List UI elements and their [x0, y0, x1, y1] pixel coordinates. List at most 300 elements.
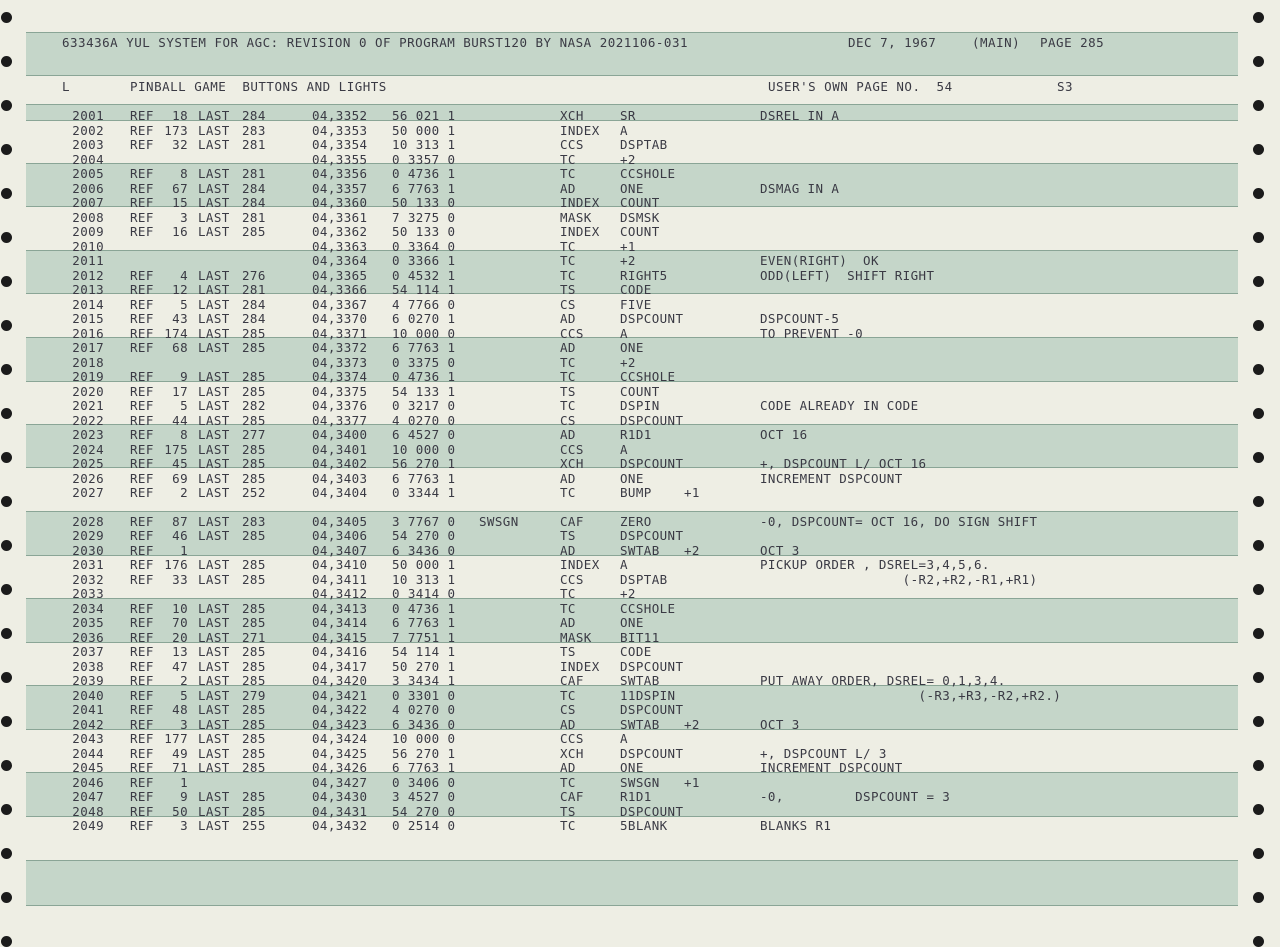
last-page: 285: [242, 760, 266, 775]
line-number: 2035: [72, 615, 104, 630]
listing-row: [0, 124, 1280, 139]
operand: +1: [620, 238, 636, 254]
ref-keyword: REF: [130, 137, 154, 152]
operand: DSPCOUNT: [620, 456, 684, 471]
comment: DSREL IN A: [760, 108, 840, 123]
octal-code: 3 4527 0: [392, 789, 456, 804]
opcode: CAF: [560, 673, 584, 688]
ref-keyword: REF: [130, 615, 154, 630]
ref-count: 8: [180, 427, 188, 442]
last-keyword: LAST: [198, 600, 230, 616]
ref-count: 9: [180, 789, 188, 804]
octal-code: 54 270 0: [392, 528, 456, 543]
address: 04,3415: [312, 629, 368, 645]
line-number: 2037: [72, 644, 104, 659]
last-keyword: LAST: [198, 803, 230, 819]
opcode: CS: [560, 296, 576, 312]
octal-code: 54 270 0: [392, 803, 456, 819]
operand: A: [620, 557, 628, 572]
last-keyword: LAST: [198, 412, 230, 428]
comment: ODD(LEFT) SHIFT RIGHT: [760, 267, 935, 283]
last-page: 285: [242, 658, 266, 674]
last-keyword: LAST: [198, 789, 230, 804]
ref-count: 173: [164, 122, 188, 138]
last-keyword: LAST: [198, 441, 230, 457]
last-keyword: LAST: [198, 513, 230, 529]
feed-hole: [1253, 56, 1264, 67]
line-number: 2013: [72, 282, 104, 297]
section-name: (MAIN): [972, 35, 1021, 50]
ref-count: 33: [172, 571, 188, 587]
address: 04,3357: [312, 180, 368, 196]
comment: BLANKS R1: [760, 818, 832, 833]
ref-keyword: REF: [130, 745, 154, 761]
ref-count: 50: [172, 803, 188, 819]
ref-keyword: REF: [130, 485, 154, 500]
line-number: 2023: [72, 427, 104, 442]
last-keyword: LAST: [198, 528, 230, 543]
octal-code: 7 3275 0: [392, 209, 456, 225]
listing-row: [0, 399, 1280, 414]
ref-keyword: REF: [130, 600, 154, 616]
operand: COUNT: [620, 383, 660, 399]
opcode: CCS: [560, 571, 584, 587]
operand-modifier: +1: [684, 485, 700, 500]
address: 04,3373: [312, 354, 368, 370]
last-keyword: LAST: [198, 209, 230, 225]
last-page: 252: [242, 485, 266, 500]
last-page: 283: [242, 513, 266, 529]
ref-keyword: REF: [130, 629, 154, 645]
last-keyword: LAST: [198, 427, 230, 442]
last-keyword: LAST: [198, 687, 230, 703]
last-keyword: LAST: [198, 745, 230, 761]
octal-code: 50 000 1: [392, 557, 456, 572]
line-number: 2021: [72, 398, 104, 413]
operand: RIGHT5: [620, 267, 668, 283]
last-page: 285: [242, 600, 266, 616]
opcode: CCS: [560, 441, 584, 457]
address: 04,3356: [312, 166, 368, 181]
feed-hole: [1253, 848, 1264, 859]
address: 04,3423: [312, 716, 368, 732]
octal-code: 6 7763 1: [392, 615, 456, 630]
ref-keyword: REF: [130, 282, 154, 297]
octal-code: 54 133 1: [392, 383, 456, 399]
address: 04,3365: [312, 267, 368, 283]
address: 04,3361: [312, 209, 368, 225]
listing-row: [0, 790, 1280, 805]
comment: PICKUP ORDER , DSREL=3,4,5,6.: [760, 557, 990, 572]
line-number: 2010: [72, 238, 104, 254]
page-number: PAGE 285: [1040, 35, 1105, 50]
last-page: 281: [242, 166, 266, 181]
listing-row: [0, 544, 1280, 559]
octal-code: 0 4736 1: [392, 166, 456, 181]
listing-row: [0, 747, 1280, 762]
operand: R1D1: [620, 789, 652, 804]
comment: INCREMENT DSPCOUNT: [760, 470, 903, 486]
comment: -0, DSPCOUNT= OCT 16, DO SIGN SHIFT: [760, 513, 1038, 529]
octal-code: 4 0270 0: [392, 702, 456, 717]
listing-row: [0, 153, 1280, 168]
address: 04,3410: [312, 557, 368, 572]
listing-row: [0, 529, 1280, 544]
line-number: 2002: [72, 122, 104, 138]
ref-count: 16: [172, 224, 188, 239]
listing-row: [0, 240, 1280, 255]
address: 04,3402: [312, 456, 368, 471]
greenbar-band: [26, 860, 1238, 905]
octal-code: 10 313 1: [392, 137, 456, 152]
last-keyword: LAST: [198, 673, 230, 688]
address: 04,3412: [312, 586, 368, 601]
address: 04,3421: [312, 687, 368, 703]
feed-hole: [1253, 12, 1264, 23]
listing-row: [0, 370, 1280, 385]
ref-count: 10: [172, 600, 188, 616]
listing-row: [0, 689, 1280, 704]
opcode: XCH: [560, 745, 584, 761]
octal-code: 50 133 0: [392, 195, 456, 210]
ref-keyword: REF: [130, 398, 154, 413]
last-page: 285: [242, 615, 266, 630]
last-keyword: LAST: [198, 702, 230, 717]
ref-keyword: REF: [130, 180, 154, 196]
octal-code: 0 3217 0: [392, 398, 456, 413]
listing-row: [0, 703, 1280, 718]
listing-row: [0, 674, 1280, 689]
opcode: TS: [560, 528, 576, 543]
last-page: 281: [242, 137, 266, 152]
feed-hole: [1, 12, 12, 23]
octal-code: 10 313 1: [392, 571, 456, 587]
feed-hole: [1253, 936, 1264, 947]
ref-count: 2: [180, 673, 188, 688]
listing-row: [0, 327, 1280, 342]
ref-count: 49: [172, 745, 188, 761]
ref-keyword: REF: [130, 571, 154, 587]
greenbar-rule: [26, 104, 1238, 105]
ref-keyword: REF: [130, 108, 154, 123]
line-number: 2045: [72, 760, 104, 775]
address: 04,3407: [312, 542, 368, 558]
opcode: CAF: [560, 789, 584, 804]
octal-code: 0 2514 0: [392, 818, 456, 833]
octal-code: 50 270 1: [392, 658, 456, 674]
ref-count: 46: [172, 528, 188, 543]
ref-count: 5: [180, 296, 188, 312]
octal-code: 0 3344 1: [392, 485, 456, 500]
opcode: TC: [560, 151, 576, 167]
address: 04,3404: [312, 485, 368, 500]
opcode: CCS: [560, 325, 584, 341]
ref-count: 9: [180, 369, 188, 384]
line-number: 2004: [72, 151, 104, 167]
line-number: 2012: [72, 267, 104, 283]
operand: SWSGN: [620, 774, 660, 790]
last-keyword: LAST: [198, 108, 230, 123]
address: 04,3406: [312, 528, 368, 543]
last-keyword: LAST: [198, 485, 230, 500]
opcode: INDEX: [560, 195, 600, 210]
address: 04,3352: [312, 108, 368, 123]
feed-hole: [1253, 892, 1264, 903]
last-keyword: LAST: [198, 644, 230, 659]
line-number: 2047: [72, 789, 104, 804]
listing-row: [0, 414, 1280, 429]
listing-row: [0, 254, 1280, 269]
opcode: CAF: [560, 513, 584, 529]
listing-row: [0, 138, 1280, 153]
operand: DSPCOUNT: [620, 745, 684, 761]
last-keyword: LAST: [198, 282, 230, 297]
last-page: 283: [242, 122, 266, 138]
opcode: TS: [560, 383, 576, 399]
greenbar-rule: [26, 511, 1238, 512]
greenbar-rule: [26, 32, 1238, 33]
operand: A: [620, 441, 628, 457]
ref-count: 87: [172, 513, 188, 529]
last-keyword: LAST: [198, 224, 230, 239]
comment: DSPCOUNT-5: [760, 311, 840, 326]
ref-keyword: REF: [130, 427, 154, 442]
listing-row: [0, 631, 1280, 646]
operand: DSPTAB: [620, 571, 668, 587]
operand: DSPCOUNT: [620, 702, 684, 717]
address: 04,3420: [312, 673, 368, 688]
octal-code: 6 4527 0: [392, 427, 456, 442]
line-number: 2008: [72, 209, 104, 225]
listing-row: [0, 341, 1280, 356]
octal-code: 6 7763 1: [392, 760, 456, 775]
comment: -0, DSPCOUNT = 3: [760, 789, 951, 804]
opcode: TC: [560, 253, 576, 268]
line-number: 2049: [72, 818, 104, 833]
line-number: 2005: [72, 166, 104, 181]
operand: +2: [620, 586, 636, 601]
ref-count: 15: [172, 195, 188, 210]
opcode: TC: [560, 818, 576, 833]
line-number: 2006: [72, 180, 104, 196]
operand: ONE: [620, 760, 644, 775]
ref-keyword: REF: [130, 267, 154, 283]
address: 04,3405: [312, 513, 368, 529]
octal-code: 0 4736 1: [392, 600, 456, 616]
line-number: 2040: [72, 687, 104, 703]
octal-code: 0 3357 0: [392, 151, 456, 167]
ref-keyword: REF: [130, 644, 154, 659]
operand: ONE: [620, 470, 644, 486]
listing-row: [0, 587, 1280, 602]
ref-keyword: REF: [130, 195, 154, 210]
last-keyword: LAST: [198, 658, 230, 674]
last-keyword: LAST: [198, 615, 230, 630]
last-page: 285: [242, 224, 266, 239]
address: 04,3375: [312, 383, 368, 399]
last-page: 285: [242, 731, 266, 746]
last-page: 277: [242, 427, 266, 442]
line-number: 2020: [72, 383, 104, 399]
listing-row: [0, 225, 1280, 240]
ref-count: 44: [172, 412, 188, 428]
ref-count: 1: [180, 774, 188, 790]
address: 04,3354: [312, 137, 368, 152]
octal-code: 0 4532 1: [392, 267, 456, 283]
operand: SWTAB: [620, 542, 660, 558]
ref-keyword: REF: [130, 456, 154, 471]
comment: (-R2,+R2,-R1,+R1): [760, 571, 1038, 587]
ref-keyword: REF: [130, 673, 154, 688]
ref-count: 13: [172, 644, 188, 659]
ref-keyword: REF: [130, 774, 154, 790]
last-keyword: LAST: [198, 296, 230, 312]
address: 04,3403: [312, 470, 368, 486]
listing-row: [0, 428, 1280, 443]
last-page: 285: [242, 745, 266, 761]
ref-keyword: REF: [130, 557, 154, 572]
operand: ONE: [620, 615, 644, 630]
last-page: 282: [242, 398, 266, 413]
operand: 11DSPIN: [620, 687, 676, 703]
ref-count: 177: [164, 731, 188, 746]
line-number: 2031: [72, 557, 104, 572]
address: 04,3367: [312, 296, 368, 312]
address: 04,3366: [312, 282, 368, 297]
operand: CCSHOLE: [620, 600, 676, 616]
ref-keyword: REF: [130, 658, 154, 674]
line-number: 2044: [72, 745, 104, 761]
listing-row: [0, 196, 1280, 211]
operand: DSPTAB: [620, 137, 668, 152]
octal-code: 50 000 1: [392, 122, 456, 138]
address: 04,3414: [312, 615, 368, 630]
line-number: 2039: [72, 673, 104, 688]
listing-row: [0, 312, 1280, 327]
line-number: 2025: [72, 456, 104, 471]
comment: DSMAG IN A: [760, 180, 840, 196]
last-keyword: LAST: [198, 369, 230, 384]
last-keyword: LAST: [198, 267, 230, 283]
banner-title: 633436A YUL SYSTEM FOR AGC: REVISION 0 OF PROGRAM BURST120 BY NASA 2021106-031: [62, 35, 688, 50]
ref-count: 45: [172, 456, 188, 471]
user-page-number: USER'S OWN PAGE NO. 54: [768, 79, 953, 94]
ref-count: 70: [172, 615, 188, 630]
line-number: 2019: [72, 369, 104, 384]
operand: FIVE: [620, 296, 652, 312]
opcode: CS: [560, 702, 576, 717]
last-page: 281: [242, 209, 266, 225]
line-number: 2033: [72, 586, 104, 601]
ref-keyword: REF: [130, 470, 154, 486]
ref-keyword: REF: [130, 760, 154, 775]
address: 04,3424: [312, 731, 368, 746]
ref-count: 68: [172, 340, 188, 355]
address: 04,3430: [312, 789, 368, 804]
listing-row: [0, 385, 1280, 400]
listing-row: [0, 776, 1280, 791]
last-page: 285: [242, 325, 266, 341]
operand: ONE: [620, 180, 644, 196]
greenbar-rule: [26, 860, 1238, 861]
listing-row: [0, 486, 1280, 501]
address: 04,3374: [312, 369, 368, 384]
last-page: 271: [242, 629, 266, 645]
operand: SR: [620, 108, 636, 123]
octal-code: 6 3436 0: [392, 542, 456, 558]
ref-keyword: REF: [130, 687, 154, 703]
last-page: 285: [242, 673, 266, 688]
ref-keyword: REF: [130, 412, 154, 428]
operand: DSPCOUNT: [620, 658, 684, 674]
last-page: 285: [242, 644, 266, 659]
line-number: 2042: [72, 716, 104, 732]
ref-count: 67: [172, 180, 188, 196]
line-number: 2016: [72, 325, 104, 341]
ref-count: 5: [180, 398, 188, 413]
line-number: 2041: [72, 702, 104, 717]
operand: DSPCOUNT: [620, 311, 684, 326]
opcode: XCH: [560, 456, 584, 471]
octal-code: 6 7763 1: [392, 340, 456, 355]
ref-count: 175: [164, 441, 188, 457]
ref-keyword: REF: [130, 818, 154, 833]
line-number: 2007: [72, 195, 104, 210]
line-number: 2014: [72, 296, 104, 312]
opcode: TC: [560, 600, 576, 616]
octal-code: 56 270 1: [392, 456, 456, 471]
last-keyword: LAST: [198, 166, 230, 181]
user-code: S3: [1057, 79, 1074, 94]
operand: ZERO: [620, 513, 652, 529]
operand: A: [620, 325, 628, 341]
address: 04,3372: [312, 340, 368, 355]
line-number: 2015: [72, 311, 104, 326]
octal-code: 0 3406 0: [392, 774, 456, 790]
line-number: 2036: [72, 629, 104, 645]
last-page: 284: [242, 311, 266, 326]
operand: DSMSK: [620, 209, 660, 225]
line-number: 2046: [72, 774, 104, 790]
comment: +, DSPCOUNT L/ 3: [760, 745, 887, 761]
log-code: L: [62, 79, 71, 94]
octal-code: 4 7766 0: [392, 296, 456, 312]
ref-keyword: REF: [130, 716, 154, 732]
opcode: INDEX: [560, 557, 600, 572]
comment: OCT 3: [760, 716, 800, 732]
ref-count: 3: [180, 716, 188, 732]
last-page: 285: [242, 470, 266, 486]
listing-row: [0, 645, 1280, 660]
address: 04,3413: [312, 600, 368, 616]
ref-count: 18: [172, 108, 188, 123]
ref-count: 43: [172, 311, 188, 326]
opcode: INDEX: [560, 224, 600, 239]
line-number: 2009: [72, 224, 104, 239]
ref-keyword: REF: [130, 296, 154, 312]
address: 04,3427: [312, 774, 368, 790]
last-page: 285: [242, 340, 266, 355]
opcode: CS: [560, 412, 576, 428]
address: 04,3355: [312, 151, 368, 167]
listing-row: [0, 443, 1280, 458]
opcode: TC: [560, 238, 576, 254]
last-keyword: LAST: [198, 629, 230, 645]
ref-keyword: REF: [130, 369, 154, 384]
opcode: AD: [560, 716, 576, 732]
last-page: 285: [242, 789, 266, 804]
ref-count: 176: [164, 557, 188, 572]
